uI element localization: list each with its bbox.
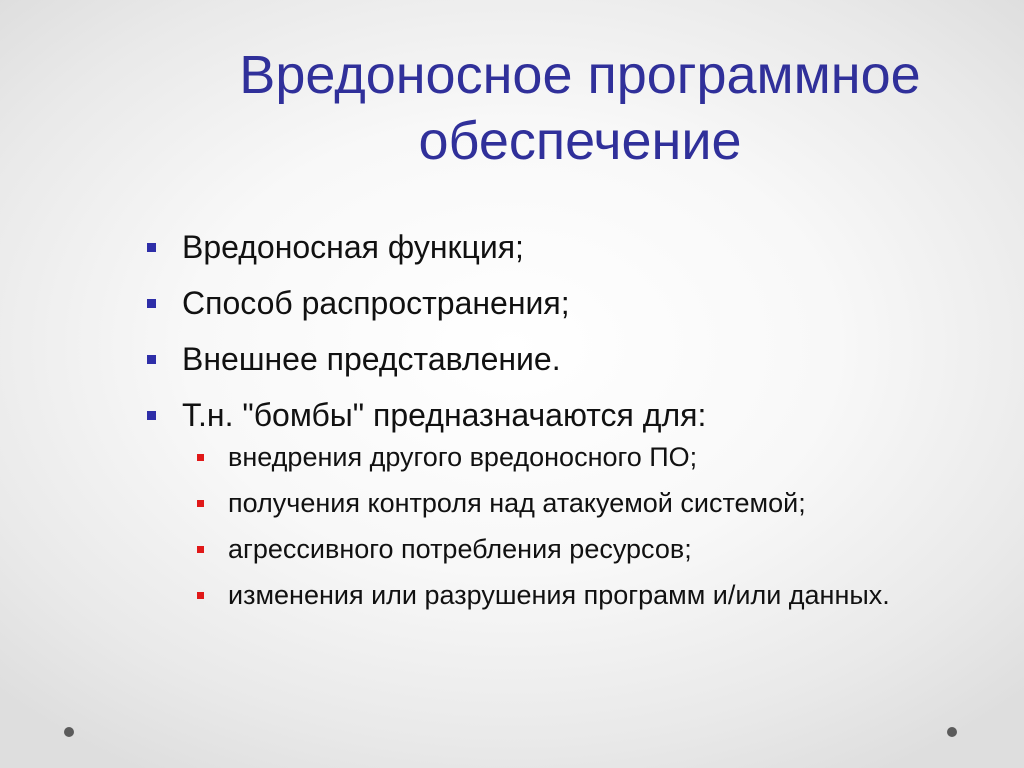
bullet-item — [140, 284, 990, 322]
sub-bullet-item — [182, 486, 990, 520]
slide-title-line-2: обеспечение — [418, 111, 742, 171]
corner-dot-left-icon — [64, 727, 74, 737]
bullet-text: Способ распространения; — [182, 285, 570, 321]
red-square-bullet-icon — [197, 500, 204, 507]
red-square-bullet-icon — [197, 454, 204, 461]
bullet-item — [140, 340, 990, 378]
slide-title — [140, 42, 1020, 174]
square-bullet-icon — [147, 411, 156, 420]
square-bullet-icon — [147, 243, 156, 252]
bullet-item — [140, 396, 990, 612]
sub-bullet-list — [182, 440, 990, 612]
bullet-text: Т.н. "бомбы" предназначаются для: — [182, 397, 707, 433]
sub-bullet-item — [182, 440, 990, 474]
sub-bullet-item — [182, 578, 990, 612]
sub-bullet-text: получения контроля над атакуемой системой; — [228, 488, 806, 518]
square-bullet-icon — [147, 355, 156, 364]
bullet-item — [140, 228, 990, 266]
corner-dot-right-icon — [947, 727, 957, 737]
sub-bullet-text: изменения или разрушения программ и/или данных. — [228, 580, 890, 610]
sub-bullet-text: внедрения другого вредоносного ПО; — [228, 442, 698, 472]
bullet-list — [140, 228, 990, 630]
bullet-text: Вредоносная функция; — [182, 229, 524, 265]
sub-bullet-text: агрессивного потребления ресурсов; — [228, 534, 692, 564]
slide-title-line-1: Вредоносное программное — [239, 45, 921, 105]
red-square-bullet-icon — [197, 592, 204, 599]
bullet-text: Внешнее представление. — [182, 341, 561, 377]
sub-bullet-item — [182, 532, 990, 566]
square-bullet-icon — [147, 299, 156, 308]
red-square-bullet-icon — [197, 546, 204, 553]
